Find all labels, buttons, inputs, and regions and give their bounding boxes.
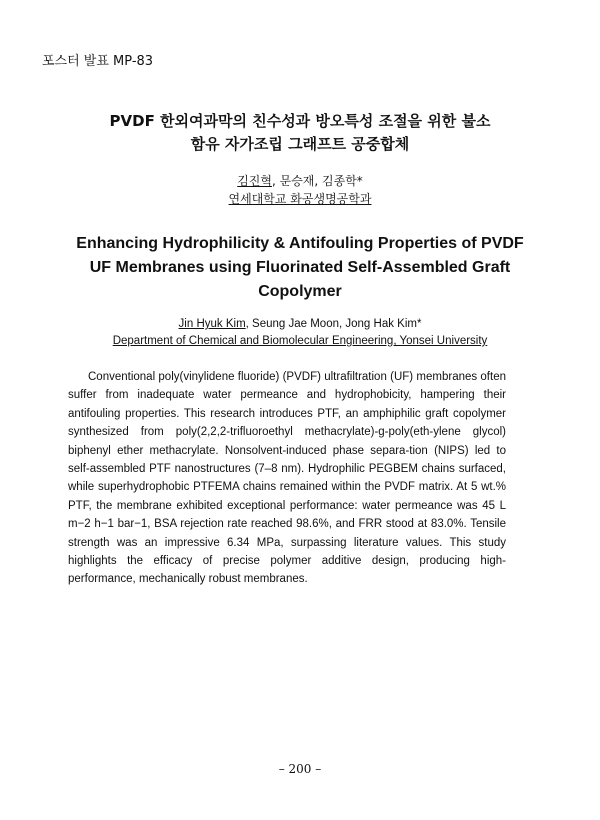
english-authors <box>60 318 540 330</box>
korean-title-line-2: 함유 자가조립 그래프트 공중합체 <box>190 135 410 153</box>
korean-authors <box>60 172 540 190</box>
english-co-authors: , Seung Jae Moon, Jong Hak Kim* <box>245 318 422 330</box>
abstract-paragraph: Conventional poly(vinylidene fluoride) (PVDF) ultrafiltration (UF) membranes often suffer from inadequate water permeance and hydrophobicity, hampering their antifouling properties. This research introduces PTF, an amphiphilic graft copolymer synthesized from poly(2,2,2-trifluoroethyl methacrylate)-g-poly(eth-ylene glycol) biphenyl ether methacrylate. Nonsolvent-induced phase separa-tion (NIPS) led to self-assembled PTF nanostructures (7–8 nm). Hydrophilic PEGBEM chains surfaced, while superhydrophobic PTFEMA chains remained within the PVDF matrix. At 5 wt.% PTF, the membrane exhibited exceptional performance: water permeance was 45 L m−2 h−1 bar−1, BSA rejection rate reached 98.6%, and FRR stood at 83.0%. Tensile strength was an impressive 6.34 MPa, surpassing literature values. This study highlights the efficacy of precise polymer additive design, producing high-performance, mechanically robust membranes. <box>68 371 506 586</box>
english-title-line-3: Copolymer <box>258 283 342 300</box>
english-title-line-2: UF Membranes using Fluorinated Self-Assembled Graft <box>89 259 511 276</box>
korean-co-authors: , 문승재, 김종학* <box>271 174 363 188</box>
english-title <box>70 232 530 304</box>
korean-title <box>60 110 540 156</box>
korean-affiliation: 연세대학교 화공생명공학과 <box>228 192 372 206</box>
english-presenting-author: Jin Hyuk Kim <box>178 318 246 330</box>
session-label: 포스터 발표 MP-83 <box>42 54 154 69</box>
page-number: – 200 – <box>278 762 322 776</box>
english-title-line-1: Enhancing Hydrophilicity & Antifouling Properties of PVDF <box>76 235 524 252</box>
english-affiliation: Department of Chemical and Biomolecular Engineering, Yonsei University <box>112 335 488 347</box>
korean-presenting-author: 김진혁 <box>237 174 272 188</box>
korean-title-line-1: PVDF 한외여과막의 친수성과 방오특성 조절을 위한 불소 <box>109 112 491 130</box>
